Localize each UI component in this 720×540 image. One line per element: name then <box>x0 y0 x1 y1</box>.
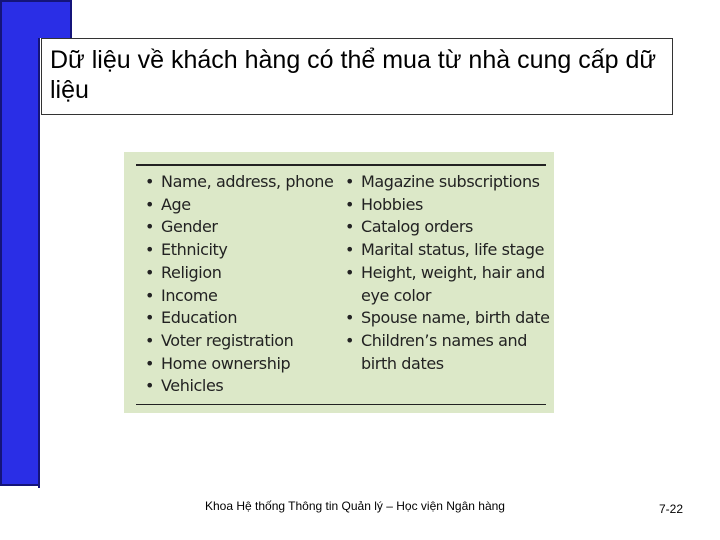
list-item-text: Voter registration <box>161 330 294 350</box>
list-item-text: Home ownership <box>161 353 291 373</box>
bullet-icon: • <box>145 376 155 396</box>
list-item-text: Income <box>161 285 218 305</box>
bullet-icon: • <box>345 217 355 237</box>
list-item <box>143 285 343 308</box>
bullet-icon: • <box>145 172 155 191</box>
table-top-rule <box>136 164 546 166</box>
bullet-icon: • <box>145 308 155 328</box>
list-item <box>343 239 548 262</box>
bullet-icon: • <box>345 330 355 350</box>
page-number: 7-22 <box>658 502 683 516</box>
bullet-icon: • <box>345 172 355 191</box>
list-item-text: Height, weight, hair and eye color <box>361 262 545 305</box>
slide-footer: Khoa Hệ thống Thông tin Quản lý – Học viện Ngân hàng <box>205 499 505 513</box>
right-column-list <box>343 171 548 375</box>
bullet-icon: • <box>345 308 355 328</box>
list-item <box>143 216 343 239</box>
list-item-text: Vehicles <box>161 376 224 396</box>
list-item <box>143 171 343 194</box>
bullet-icon: • <box>345 240 355 260</box>
bullet-icon: • <box>345 262 355 282</box>
list-item <box>343 307 548 330</box>
list-item-text: Spouse name, birth date <box>361 308 550 328</box>
list-item <box>143 239 343 262</box>
list-item-text: Magazine subscriptions <box>361 172 540 191</box>
list-item-text: Hobbies <box>361 194 423 214</box>
slide-title: Dữ liệu về khách hàng có thể mua từ nhà cung cấp dữ liệu <box>41 38 673 115</box>
list-item <box>343 262 548 307</box>
list-item-text: Marital status, life stage <box>361 240 545 260</box>
list-item <box>143 307 343 330</box>
list-item <box>343 194 548 217</box>
list-item <box>143 375 343 398</box>
bullet-icon: • <box>145 217 155 237</box>
bullet-icon: • <box>145 285 155 305</box>
list-item-text: Ethnicity <box>161 240 228 260</box>
list-item <box>143 330 343 353</box>
list-item-text: Children’s names and birth dates <box>361 330 527 373</box>
customer-data-table <box>124 152 554 413</box>
list-item-text: Religion <box>161 262 222 282</box>
list-item <box>343 330 548 375</box>
bullet-icon: • <box>145 353 155 373</box>
list-item <box>143 194 343 217</box>
bullet-icon: • <box>145 240 155 260</box>
list-item <box>343 171 548 194</box>
table-bottom-rule <box>136 404 546 405</box>
list-item <box>143 353 343 376</box>
bullet-icon: • <box>345 194 355 214</box>
list-item-text: Name, address, phone <box>161 172 334 191</box>
bullet-icon: • <box>145 262 155 282</box>
left-column-list <box>143 171 343 398</box>
bullet-icon: • <box>145 330 155 350</box>
list-item <box>143 262 343 285</box>
list-item-text: Education <box>161 308 238 328</box>
list-item-text: Catalog orders <box>361 217 473 237</box>
list-item <box>343 216 548 239</box>
list-item-text: Age <box>161 194 191 214</box>
list-item-text: Gender <box>161 217 218 237</box>
bullet-icon: • <box>145 194 155 214</box>
